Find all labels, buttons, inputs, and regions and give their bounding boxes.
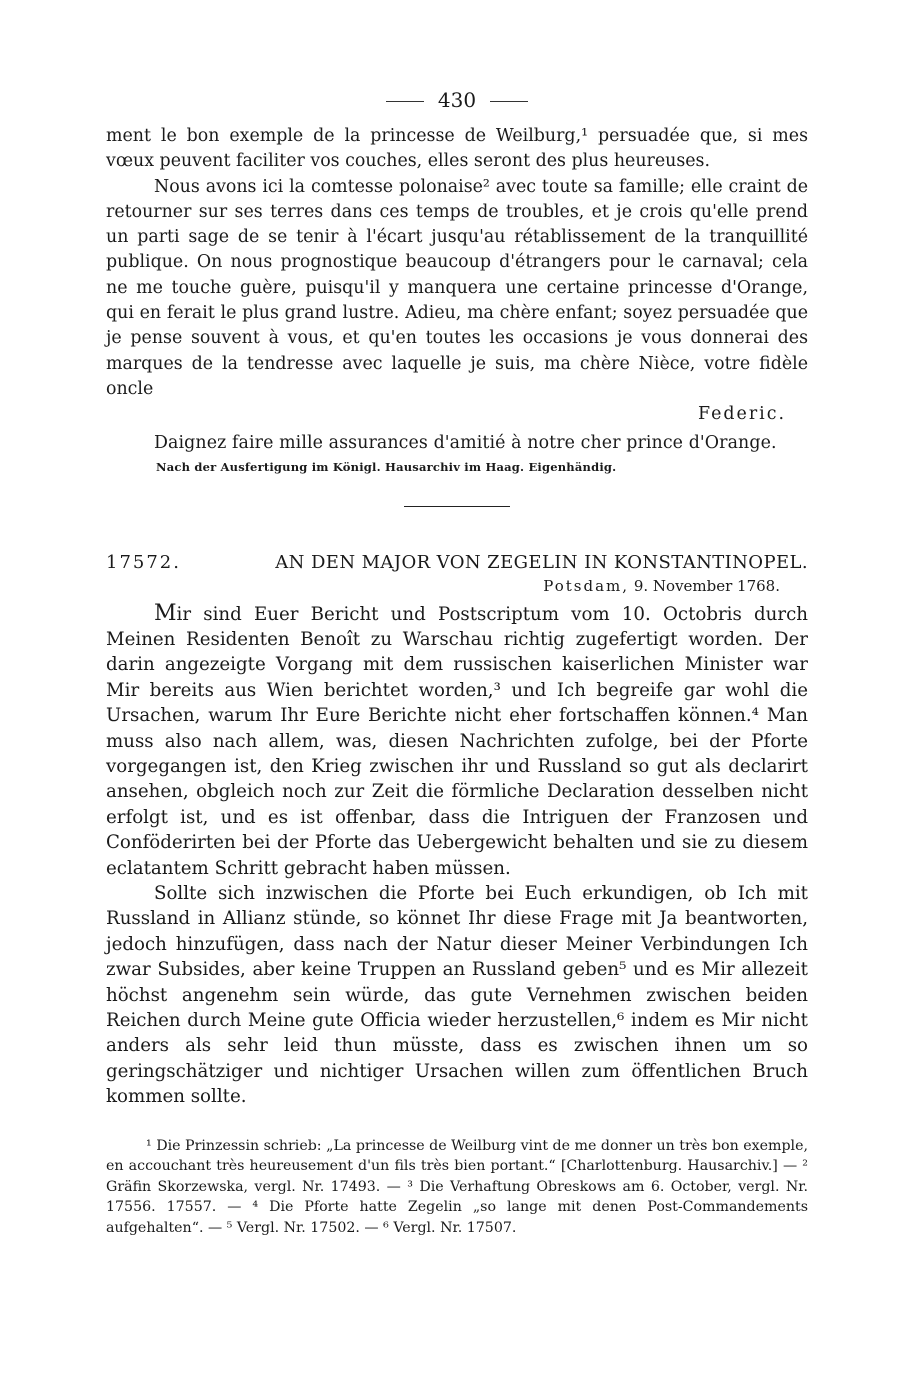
- header-dash-right: [490, 101, 528, 102]
- letter2-number: 17572.: [106, 551, 181, 573]
- letter1-postscript: Daignez faire mille assurances d'amitié à notre cher prince d'Orange.: [154, 432, 777, 453]
- letter2-heading: [106, 551, 808, 575]
- letter2-paragraph-1: [106, 601, 808, 881]
- page-number: 430: [437, 88, 477, 112]
- letter2-place: Potsdam,: [543, 576, 630, 595]
- letter2-date: 9. November 1768.: [633, 576, 780, 595]
- footnotes: [106, 1136, 808, 1239]
- letter1-signature: Federic.: [698, 404, 786, 425]
- letter1-source-note: Nach der Ausfertigung im Königl. Hausarchiv im Haag. Eigenhändig.: [156, 459, 617, 474]
- letter2-paragraph-2: Sollte sich inzwischen die Pforte bei Euch erkundigen, ob Ich mit Russland in Allianz stünde, so könnet Ihr diese Frage mit Ja beantworten, jedoch hinzufügen, dass nach der Natur dieser Meiner Verbindungen Ich zwar Subsides, aber keine Truppen an Russland geben⁵ und es Mir allezeit höchst angenehm sein würde, das gute Vernehmen zwischen beiden Reichen durch Meine gute Officia wieder herzustellen,⁶ indem es Mir nicht anders als sehr leid thun müsste, dass es zwischen ihnen um so geringschätziger und nichtiger Ursachen willen zum öffentlichen Bruch kommen sollte.: [106, 883, 808, 1108]
- letter2-initial: M: [154, 600, 177, 626]
- footnotes-text: ¹ Die Prinzessin schrieb: „La princesse de Weilburg vint de me donner un très bon exemple, en accouchant très heureusement d'un fils très bien portant.“ [Charlottenburg. Hausarchiv.] — ² Gräfin Skorzewska, vergl. Nr. 17493. — ³ Die Verhaftung Obreskows am 6. October, vergl. Nr. 17556. 17557. — ⁴ Die Pforte hatte Zegelin „so lange mit denen Post-Commandements aufgehalten“. — ⁵ Vergl. Nr. 17502. — ⁶ Vergl. Nr. 17507.: [106, 1137, 808, 1236]
- letter1-paragraph-2: Nous avons ici la comtesse polonaise² avec toute sa famille; elle craint de retourner sur ses terres dans ces temps de troubles, et je crois qu'elle prend un parti sage de se tenir à l'écart jusqu'au rétablissement de la tranquillité publique. On nous prognostique beaucoup d'étrangers pour le carnaval; cela ne me touche guère, puisqu'il y manquera une certaine princesse d'Orange, qui en ferait le plus grand lustre. Adieu, ma chère enfant; soyez persuadée que je pense souvent à vous, et qu'en toutes les occasions je vous donnerai des marques de la tendresse avec laquelle je suis, ma chère Nièce, votre fidèle oncle: [106, 176, 808, 399]
- book-page: [106, 80, 808, 1238]
- letter1-paragraph-1: ment le bon exemple de la princesse de Weilburg,¹ persuadée que, si mes vœux peuvent faciliter vos couches, elles seront des plus heureuses.: [106, 126, 808, 172]
- letter2-title: AN DEN MAJOR VON ZEGELIN IN KONSTANTINOPEL.: [275, 551, 808, 573]
- letter2-dateline: [106, 575, 808, 597]
- page-header: [106, 80, 808, 120]
- letter2-paragraph-1-text: ir sind Euer Bericht und Postscriptum vom 10. Octobris durch Meinen Residenten Benoît zu Warschau richtig zugefertigt worden. Der darin angezeigte Vorgang mit dem russischen kaiserlichen Minister war Mir bereits aus Wien berichtet worden,³ und Ich begreife gar wohl die Ursachen, warum Ihr Eure Berichte nicht eher fortschaffen können.⁴ Man muss also nach allem, was, diesen Nachrichten zufolge, bei der Pforte vorgegangen ist, den Krieg zwischen ihr und Russland so gut als declarirt ansehen, obgleich noch zur Zeit die förmliche Declaration desselben nicht erfolgt ist, und es ist offenbar, dass die Intriguen der Franzosen und Conföderirten bei der Pforte das Uebergewicht behalten und sie zu diesem eclatantem Schritt gebracht haben müssen.: [106, 603, 808, 879]
- section-divider: [404, 506, 510, 507]
- header-dash-left: [386, 101, 424, 102]
